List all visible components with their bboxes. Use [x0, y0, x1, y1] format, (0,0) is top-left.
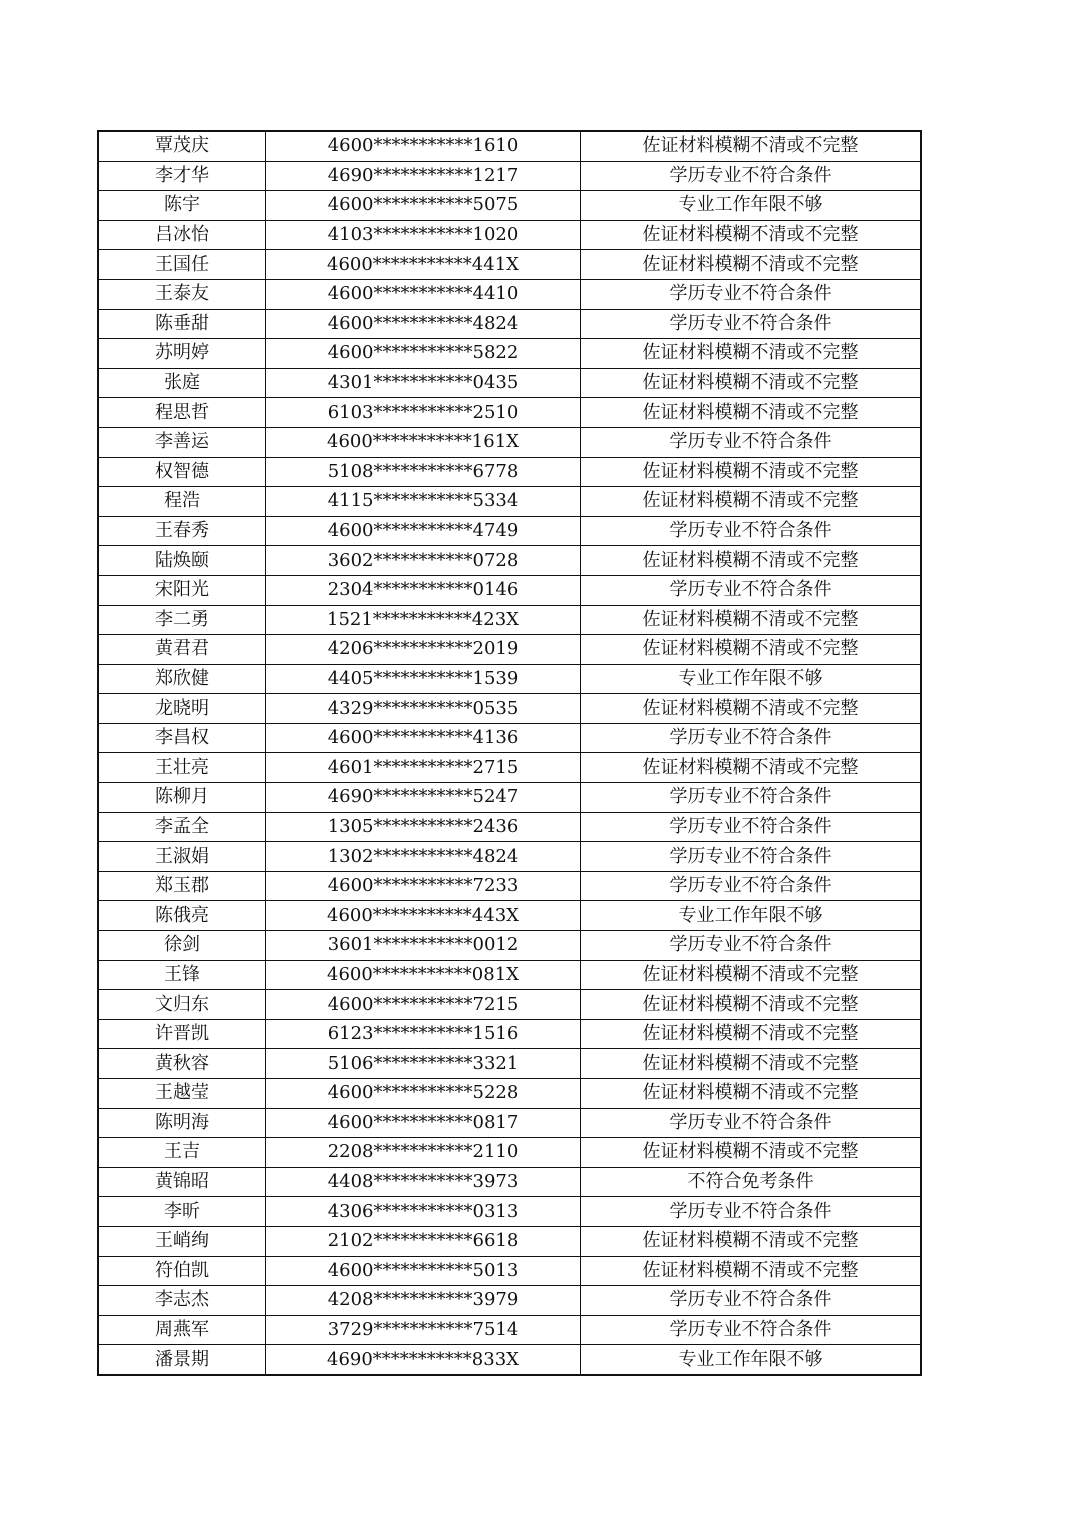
cell-reason: 学历专业不符合条件 — [581, 931, 922, 961]
cell-reason: 佐证材料模糊不清或不完整 — [581, 605, 922, 635]
cell-reason: 不符合免考条件 — [581, 1167, 922, 1197]
cell-reason: 佐证材料模糊不清或不完整 — [581, 1079, 922, 1109]
table-row — [98, 931, 921, 961]
table-row — [98, 1197, 921, 1227]
cell-name: 程浩 — [98, 487, 266, 517]
cell-reason: 佐证材料模糊不清或不完整 — [581, 1138, 922, 1168]
table-row — [98, 783, 921, 813]
cell-id-number: 3601***********0012 — [266, 931, 581, 961]
cell-id-number: 3729***********7514 — [266, 1315, 581, 1345]
table-row — [98, 871, 921, 901]
cell-reason: 佐证材料模糊不清或不完整 — [581, 960, 922, 990]
cell-id-number: 4600***********5075 — [266, 191, 581, 221]
cell-name: 陈柳月 — [98, 783, 266, 813]
table-row — [98, 1079, 921, 1109]
cell-id-number: 4600***********5228 — [266, 1079, 581, 1109]
table-row — [98, 723, 921, 753]
cell-reason: 学历专业不符合条件 — [581, 516, 922, 546]
cell-reason: 佐证材料模糊不清或不完整 — [581, 1256, 922, 1286]
cell-name: 陆焕颐 — [98, 546, 266, 576]
cell-name: 文归东 — [98, 990, 266, 1020]
table-row — [98, 161, 921, 191]
cell-reason: 佐证材料模糊不清或不完整 — [581, 487, 922, 517]
table-row — [98, 398, 921, 428]
cell-name: 李昕 — [98, 1197, 266, 1227]
cell-name: 徐剑 — [98, 931, 266, 961]
cell-reason: 专业工作年限不够 — [581, 191, 922, 221]
cell-name: 潘景期 — [98, 1345, 266, 1375]
cell-name: 李孟全 — [98, 812, 266, 842]
table-row — [98, 990, 921, 1020]
cell-id-number: 4408***********3973 — [266, 1167, 581, 1197]
cell-id-number: 4690***********833X — [266, 1345, 581, 1375]
cell-name: 程思哲 — [98, 398, 266, 428]
cell-name: 许晋凯 — [98, 1019, 266, 1049]
roster-table — [97, 130, 922, 1376]
cell-reason: 学历专业不符合条件 — [581, 723, 922, 753]
cell-id-number: 4600***********0817 — [266, 1108, 581, 1138]
cell-reason: 佐证材料模糊不清或不完整 — [581, 368, 922, 398]
cell-id-number: 1305***********2436 — [266, 812, 581, 842]
cell-name: 陈俄亮 — [98, 901, 266, 931]
cell-reason: 佐证材料模糊不清或不完整 — [581, 339, 922, 369]
cell-reason: 佐证材料模糊不清或不完整 — [581, 131, 922, 161]
table-row — [98, 368, 921, 398]
cell-id-number: 1521***********423X — [266, 605, 581, 635]
table-row — [98, 575, 921, 605]
cell-id-number: 5108***********6778 — [266, 457, 581, 487]
cell-reason: 学历专业不符合条件 — [581, 1315, 922, 1345]
cell-id-number: 4206***********2019 — [266, 635, 581, 665]
table-row — [98, 842, 921, 872]
cell-reason: 佐证材料模糊不清或不完整 — [581, 220, 922, 250]
cell-name: 吕冰怡 — [98, 220, 266, 250]
cell-reason: 学历专业不符合条件 — [581, 161, 922, 191]
cell-name: 黄秋容 — [98, 1049, 266, 1079]
cell-id-number: 5106***********3321 — [266, 1049, 581, 1079]
cell-id-number: 4600***********4824 — [266, 309, 581, 339]
table-row — [98, 812, 921, 842]
cell-name: 陈垂甜 — [98, 309, 266, 339]
cell-id-number: 4115***********5334 — [266, 487, 581, 517]
table-row — [98, 1108, 921, 1138]
cell-id-number: 4208***********3979 — [266, 1286, 581, 1316]
cell-name: 李善运 — [98, 427, 266, 457]
cell-id-number: 4600***********5822 — [266, 339, 581, 369]
table-row — [98, 131, 921, 161]
cell-reason: 学历专业不符合条件 — [581, 427, 922, 457]
table-row — [98, 1049, 921, 1079]
table-row — [98, 664, 921, 694]
cell-name: 权智德 — [98, 457, 266, 487]
cell-reason: 专业工作年限不够 — [581, 664, 922, 694]
cell-id-number: 3602***********0728 — [266, 546, 581, 576]
cell-name: 张庭 — [98, 368, 266, 398]
cell-name: 王春秀 — [98, 516, 266, 546]
cell-name: 郑欣健 — [98, 664, 266, 694]
cell-id-number: 4600***********7233 — [266, 871, 581, 901]
cell-id-number: 2102***********6618 — [266, 1226, 581, 1256]
cell-id-number: 4600***********081X — [266, 960, 581, 990]
cell-name: 李昌权 — [98, 723, 266, 753]
cell-name: 王越莹 — [98, 1079, 266, 1109]
cell-name: 陈明海 — [98, 1108, 266, 1138]
table-row — [98, 546, 921, 576]
roster-table-body — [98, 131, 921, 1375]
table-row — [98, 1138, 921, 1168]
cell-reason: 佐证材料模糊不清或不完整 — [581, 457, 922, 487]
cell-name: 王峭绚 — [98, 1226, 266, 1256]
cell-reason: 学历专业不符合条件 — [581, 1197, 922, 1227]
cell-reason: 学历专业不符合条件 — [581, 309, 922, 339]
cell-reason: 佐证材料模糊不清或不完整 — [581, 546, 922, 576]
cell-id-number: 1302***********4824 — [266, 842, 581, 872]
cell-name: 王吉 — [98, 1138, 266, 1168]
cell-reason: 佐证材料模糊不清或不完整 — [581, 694, 922, 724]
cell-id-number: 4306***********0313 — [266, 1197, 581, 1227]
cell-id-number: 4600***********4410 — [266, 279, 581, 309]
cell-reason: 学历专业不符合条件 — [581, 575, 922, 605]
table-row — [98, 279, 921, 309]
table-row — [98, 1286, 921, 1316]
cell-name: 王国任 — [98, 250, 266, 280]
table-row — [98, 457, 921, 487]
cell-id-number: 4600***********7215 — [266, 990, 581, 1020]
cell-reason: 佐证材料模糊不清或不完整 — [581, 990, 922, 1020]
cell-reason: 学历专业不符合条件 — [581, 842, 922, 872]
cell-id-number: 4600***********1610 — [266, 131, 581, 161]
table-row — [98, 427, 921, 457]
table-row — [98, 1167, 921, 1197]
cell-reason: 学历专业不符合条件 — [581, 1108, 922, 1138]
cell-id-number: 4690***********5247 — [266, 783, 581, 813]
cell-name: 郑玉郡 — [98, 871, 266, 901]
cell-name: 覃茂庆 — [98, 131, 266, 161]
cell-id-number: 4405***********1539 — [266, 664, 581, 694]
cell-reason: 学历专业不符合条件 — [581, 812, 922, 842]
cell-id-number: 4103***********1020 — [266, 220, 581, 250]
cell-id-number: 2304***********0146 — [266, 575, 581, 605]
cell-reason: 佐证材料模糊不清或不完整 — [581, 1226, 922, 1256]
table-row — [98, 753, 921, 783]
cell-reason: 佐证材料模糊不清或不完整 — [581, 250, 922, 280]
cell-name: 王淑娟 — [98, 842, 266, 872]
table-row — [98, 1226, 921, 1256]
cell-reason: 学历专业不符合条件 — [581, 783, 922, 813]
table-row — [98, 250, 921, 280]
table-row — [98, 901, 921, 931]
cell-name: 王锋 — [98, 960, 266, 990]
table-row — [98, 487, 921, 517]
cell-name: 黄锦昭 — [98, 1167, 266, 1197]
cell-name: 王泰友 — [98, 279, 266, 309]
cell-id-number: 4600***********443X — [266, 901, 581, 931]
cell-name: 李志杰 — [98, 1286, 266, 1316]
cell-name: 符伯凯 — [98, 1256, 266, 1286]
table-row — [98, 516, 921, 546]
cell-id-number: 4601***********2715 — [266, 753, 581, 783]
cell-name: 周燕军 — [98, 1315, 266, 1345]
table-row — [98, 191, 921, 221]
cell-id-number: 2208***********2110 — [266, 1138, 581, 1168]
cell-reason: 专业工作年限不够 — [581, 901, 922, 931]
cell-id-number: 4690***********1217 — [266, 161, 581, 191]
cell-id-number: 4600***********5013 — [266, 1256, 581, 1286]
cell-id-number: 4329***********0535 — [266, 694, 581, 724]
table-row — [98, 694, 921, 724]
cell-name: 苏明婷 — [98, 339, 266, 369]
cell-reason: 佐证材料模糊不清或不完整 — [581, 398, 922, 428]
cell-name: 宋阳光 — [98, 575, 266, 605]
table-row — [98, 1019, 921, 1049]
table-row — [98, 1315, 921, 1345]
cell-reason: 佐证材料模糊不清或不完整 — [581, 1019, 922, 1049]
cell-reason: 学历专业不符合条件 — [581, 871, 922, 901]
cell-name: 李二勇 — [98, 605, 266, 635]
cell-id-number: 4600***********441X — [266, 250, 581, 280]
cell-name: 陈宇 — [98, 191, 266, 221]
cell-id-number: 4301***********0435 — [266, 368, 581, 398]
cell-id-number: 4600***********4136 — [266, 723, 581, 753]
cell-id-number: 4600***********4749 — [266, 516, 581, 546]
cell-reason: 佐证材料模糊不清或不完整 — [581, 753, 922, 783]
cell-reason: 佐证材料模糊不清或不完整 — [581, 635, 922, 665]
cell-name: 龙晓明 — [98, 694, 266, 724]
cell-reason: 专业工作年限不够 — [581, 1345, 922, 1375]
table-row — [98, 339, 921, 369]
table-row — [98, 635, 921, 665]
cell-name: 王壮亮 — [98, 753, 266, 783]
table-row — [98, 309, 921, 339]
cell-id-number: 4600***********161X — [266, 427, 581, 457]
cell-name: 黄君君 — [98, 635, 266, 665]
table-row — [98, 220, 921, 250]
cell-id-number: 6103***********2510 — [266, 398, 581, 428]
cell-reason: 学历专业不符合条件 — [581, 1286, 922, 1316]
table-row — [98, 960, 921, 990]
cell-reason: 佐证材料模糊不清或不完整 — [581, 1049, 922, 1079]
table-row — [98, 1345, 921, 1375]
cell-id-number: 6123***********1516 — [266, 1019, 581, 1049]
cell-reason: 学历专业不符合条件 — [581, 279, 922, 309]
table-row — [98, 1256, 921, 1286]
cell-name: 李才华 — [98, 161, 266, 191]
table-row — [98, 605, 921, 635]
